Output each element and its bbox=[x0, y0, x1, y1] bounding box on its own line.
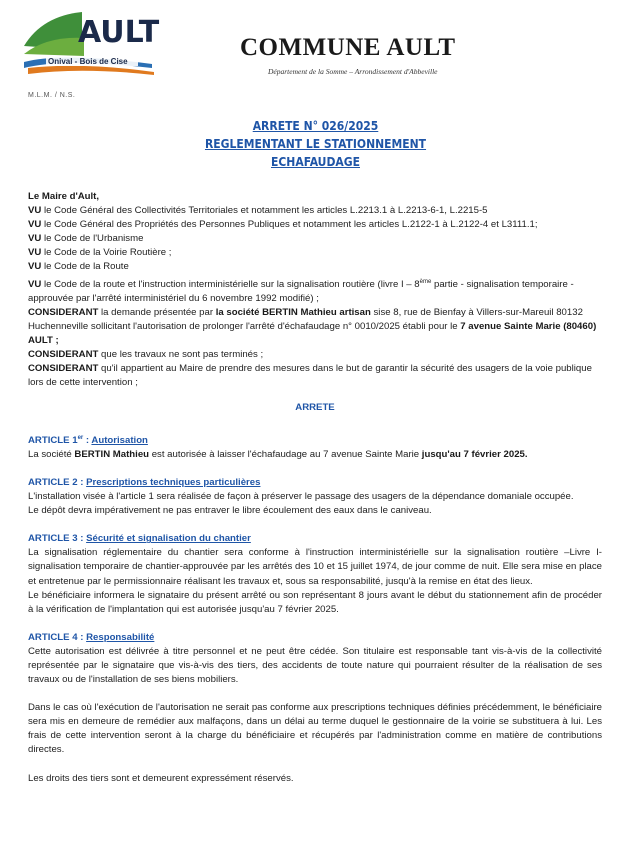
arrete-subject-2: ECHAFAUDAGE bbox=[271, 155, 360, 169]
commune-title: COMMUNE AULT bbox=[240, 34, 456, 61]
article-3-heading: ARTICLE 3 : Sécurité et signalisation du chantier bbox=[28, 533, 251, 545]
vu-3: VU le Code de l'Urbanisme bbox=[28, 233, 144, 245]
article-1-text: La société BERTIN Mathieu est autorisée à laisser l'échafaudage au 7 avenue Sainte Marie jusqu'au 7 février 2025. bbox=[28, 448, 528, 460]
arrete-heading: ARRETE bbox=[295, 401, 335, 413]
logo-name: AULT bbox=[78, 15, 160, 50]
article-4-heading: ARTICLE 4 : Responsabilité bbox=[28, 631, 155, 643]
vu-2: VU le Code Général des Propriétés des Personnes Publiques et notamment les articles L.2122-1 à L.2122-4 et L3111.1; bbox=[28, 219, 538, 231]
article-3-p2: Le bénéficiaire informera le signataire du présent arrêté ou son représentant 8 jours avant le début du stationnement afin de procéder à la vérification de l'implantation qui est autorisée jusqu'au 7 février 2025. bbox=[28, 589, 602, 615]
reference-initials: M.L.M. / N.S. bbox=[28, 92, 76, 99]
considerant-1: CONSIDERANT la demande présentée par la société BERTIN Mathieu artisan sise 8, rue de Bienfay à Villers-sur-Mareuil 80132 Huchenneville sollicitant l'autorisation de prolonger l'arrêté d'échafaudage n° 0010/2025 établi pour le 7 avenue Sainte Marie (80460) AULT ; bbox=[28, 306, 597, 347]
considerant-2: CONSIDERANT que les travaux ne sont pas terminés ; bbox=[28, 349, 264, 361]
arrete-subject: REGLEMENTANT LE STATIONNEMENT bbox=[204, 137, 427, 151]
logo-subtitle: Onival - Bois de Cise bbox=[48, 57, 128, 66]
article-3-p1: La signalisation réglementaire du chantier sera conforme à l'instruction interministérielle sur la signalisation routière –Livre I-signalisation temporaire de chantier-approuvée par les arrêtés des 10 et 15 juillet 1974, de jour comme de nuit. Elle sera mise en place et entretenue par le permissionnaire réalisant les travaux et, sous sa responsabilité, jusqu'à la remise en état des lieux. bbox=[28, 547, 602, 587]
vu-1: VU le Code Général des Collectivités Territoriales et notamment les articles L.2213.1 à L.2213-6-1, L.2215-5 bbox=[28, 205, 488, 217]
ault-logo-graphic bbox=[22, 6, 162, 76]
article-2-p2: Le dépôt devra impérativement ne pas entraver le libre écoulement des eaux dans le caniveau. bbox=[28, 505, 432, 517]
vu-5: VU le Code de la Route bbox=[28, 261, 129, 273]
arrete-number: ARRETE N° 026/2025 bbox=[252, 119, 379, 133]
article-1-heading: ARTICLE 1er : Autorisation bbox=[28, 434, 148, 446]
vu-6: VU le Code de la route et l'instruction interministérielle sur la signalisation routière (livre I – 8ème partie - signalisation temporaire - approuvée par l'arrêté interministériel du 6 novembre 1992 modifié) ; bbox=[28, 278, 574, 304]
article-4-p3: Les droits des tiers sont et demeurent expressément réservés. bbox=[28, 772, 294, 784]
considerant-3: CONSIDERANT qu'il appartient au Maire de prendre des mesures dans le but de garantir la sécurité des usagers de la voie publique lors de cette intervention ; bbox=[28, 363, 592, 389]
article-4-p1: Cette autorisation est délivrée à titre personnel et ne peut être cédée. Son titulaire est responsable tant vis-à-vis de la collectivité représentée par le signataire que vis-à-vis des tiers, des accidents de toute nature qui pourraient résulter de la réalisation de ses travaux ou de l'installation de ses biens mobiliers. bbox=[28, 645, 602, 686]
maire-line: Le Maire d'Ault, bbox=[28, 191, 100, 202]
article-2-p1: L'installation visée à l'article 1 sera réalisée de façon à préserver le passage des usagers de la dépendance domaniale occupée. bbox=[28, 491, 574, 503]
document-body bbox=[28, 190, 602, 786]
ault-logo bbox=[22, 6, 162, 76]
article-2-heading: ARTICLE 2 : Prescriptions techniques particulières bbox=[28, 476, 261, 488]
vu-4: VU le Code de la Voirie Routière ; bbox=[28, 247, 172, 259]
article-4-p2: Dans le cas où l'exécution de l'autorisation ne serait pas conforme aux prescriptions techniques définies précédemment, le bénéficiaire sera mis en demeure de remédier aux malfaçons, dans un délai au terme duquel le gestionnaire de la voirie se substituera à lui. Les frais de cette intervention seront à la charge du bénéficiaire et récupérés par l'administration comme en matière de contributions directes. bbox=[28, 702, 602, 756]
commune-subtitle: Département de la Somme – Arrondissement d'Abbeville bbox=[268, 67, 438, 76]
